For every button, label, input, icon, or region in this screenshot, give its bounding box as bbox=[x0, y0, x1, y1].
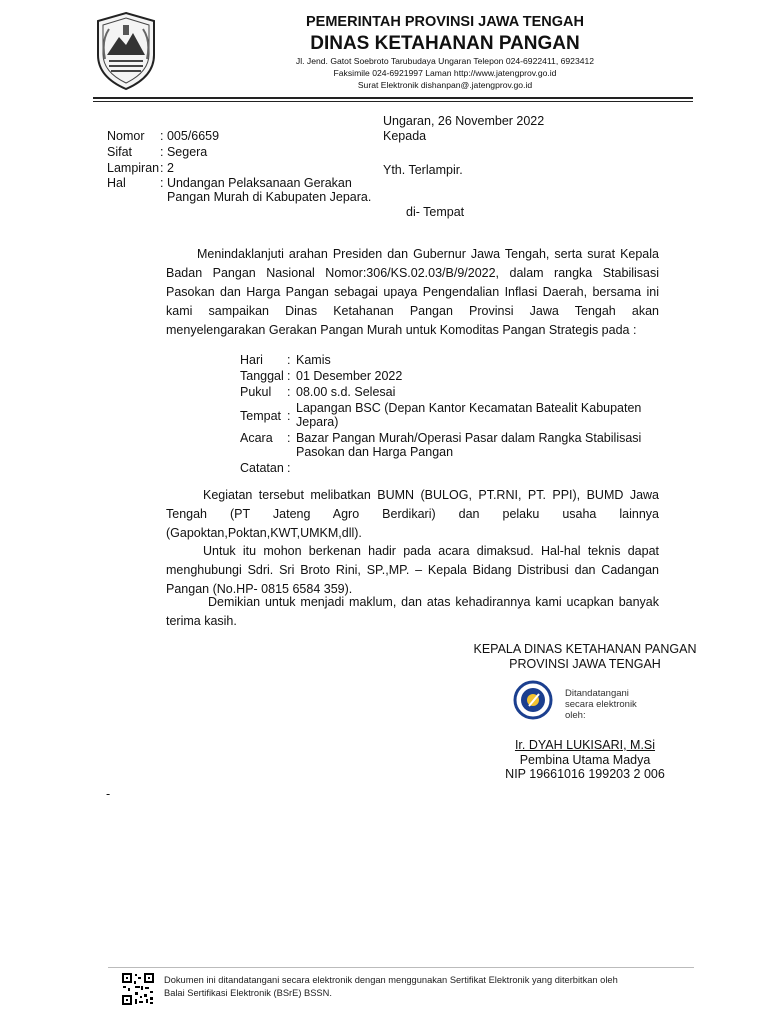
event-label: Hari bbox=[240, 353, 263, 367]
signer-name: Ir. DYAH LUKISARI, M.Si bbox=[514, 738, 656, 752]
meta-label: Sifat bbox=[107, 145, 133, 159]
event-sep: : bbox=[287, 369, 291, 383]
paragraph-closing: Demikian untuk menjadi maklum, dan atas kehadirannya kami ucapkan banyak terima kasih. bbox=[166, 595, 659, 628]
header-email: Surat Elektronik dishanpan@.jatengprov.go.id bbox=[357, 80, 533, 90]
esign-text: Ditandatangani secara elektronik oleh: bbox=[565, 688, 637, 721]
signer-nip: NIP 19661016 199203 2 006 bbox=[505, 767, 665, 781]
meta-row-nomor bbox=[107, 129, 219, 144]
meta-row-lampiran bbox=[107, 161, 174, 176]
meta-label: Nomor bbox=[107, 129, 145, 143]
signer-rank: Pembina Utama Madya bbox=[519, 753, 651, 767]
event-label: Tanggal bbox=[240, 369, 284, 383]
header-fax: Faksimile 024-6921997 Laman http://www.jatengprov.go.id bbox=[333, 68, 557, 78]
qr-code-icon bbox=[121, 972, 155, 1006]
bsre-seal-icon bbox=[513, 680, 553, 725]
event-value bbox=[296, 461, 670, 477]
meta-row-sifat bbox=[107, 145, 207, 160]
footer-text-2: Balai Sertifikasi Elektronik (BSrE) BSSN. bbox=[164, 988, 332, 998]
header-agency-name: DINAS KETAHANAN PANGAN bbox=[310, 33, 580, 54]
meta-hal-line2: Pangan Murah di Kabupaten Jepara. bbox=[167, 190, 372, 204]
footer-divider bbox=[108, 967, 694, 968]
event-row bbox=[240, 385, 670, 401]
letter-date: Ungaran, 26 November 2022 bbox=[383, 114, 545, 128]
meta-row-hal bbox=[107, 176, 352, 191]
event-sep: : bbox=[287, 409, 291, 423]
event-sep: : bbox=[287, 385, 291, 399]
event-label: Catatan bbox=[240, 461, 284, 475]
meta-sep: : bbox=[160, 176, 167, 190]
event-sep: : bbox=[287, 461, 291, 475]
header-address: Jl. Jend. Gatot Soebroto Tarubudaya Ungaran Telepon 024-6922411, 6923412 bbox=[295, 56, 595, 66]
event-row bbox=[240, 369, 670, 385]
stray-dash: - bbox=[106, 787, 111, 801]
electronic-signature-box bbox=[513, 680, 651, 722]
event-sep: : bbox=[287, 353, 291, 367]
event-row bbox=[240, 353, 670, 369]
event-row bbox=[240, 431, 670, 461]
event-label: Tempat bbox=[240, 409, 281, 423]
event-label: Pukul bbox=[240, 385, 272, 399]
header-government-line: PEMERINTAH PROVINSI JAWA TENGAH bbox=[306, 14, 584, 30]
meta-value: Segera bbox=[166, 145, 208, 159]
intro-paragraph: Menindaklanjuti arahan Presiden dan Gubernur Jawa Tengah, serta surat Kepala Badan Pangan Nasional Nomor:306/KS.02.03/B/9/2022, dalam rangka Stabilisasi Pasokan dan Harga Pangan sebagai upaya Pengendalian Inflasi Daerah, bersama ini kami sampaikan Dinas Ketahanan Pangan Provinsi Jawa Tengah akan menyelengarakan Gerakan Pangan Murah untuk Komoditas Pangan Strategis pada : bbox=[166, 247, 659, 337]
signature-title-2: PROVINSI JAWA TENGAH bbox=[509, 657, 661, 671]
province-emblem-icon bbox=[93, 11, 159, 91]
event-label: Acara bbox=[240, 431, 273, 445]
event-row bbox=[240, 401, 670, 431]
recipient-label: Kepada bbox=[383, 129, 427, 143]
footer-text-1: Dokumen ini ditandatangani secara elektronik dengan menggunakan Sertifikat Elektronik yang diterbitkan oleh bbox=[164, 975, 618, 985]
meta-value: 2 bbox=[166, 161, 174, 175]
recipient-yth: Yth. Terlampir. bbox=[383, 163, 463, 177]
recipient-place: di- Tempat bbox=[406, 205, 465, 219]
paragraph-contact: Untuk itu mohon berkenan hadir pada acara dimaksud. Hal-hal teknis dapat menghubungi Sdri. Sri Broto Rini, SP.,MP. – Kepala Bidang Distribusi dan Cadangan Pangan (No.HP- 0815 6584 359). bbox=[166, 544, 659, 596]
event-value: 08.00 s.d. Selesai bbox=[296, 385, 396, 399]
event-value: 01 Desember 2022 bbox=[296, 369, 403, 383]
meta-label: Lampiran bbox=[107, 161, 160, 175]
event-value: Bazar Pangan Murah/Operasi Pasar dalam Rangka Stabilisasi Pasokan dan Harga Pangan bbox=[296, 431, 642, 459]
meta-sep: : bbox=[160, 145, 167, 159]
signature-title-1: KEPALA DINAS KETAHANAN PANGAN bbox=[473, 642, 697, 656]
meta-value: 005/6659 bbox=[166, 129, 220, 143]
event-row bbox=[240, 461, 670, 477]
meta-sep: : bbox=[160, 161, 167, 175]
header-divider bbox=[93, 97, 693, 102]
meta-sep: : bbox=[160, 129, 167, 143]
event-value: Lapangan BSC (Depan Kantor Kecamatan Batealit Kabupaten Jepara) bbox=[296, 401, 642, 429]
meta-label: Hal bbox=[107, 176, 126, 190]
meta-value: Undangan Pelaksanaan Gerakan bbox=[166, 176, 352, 190]
event-value: Kamis bbox=[296, 353, 331, 367]
event-details bbox=[240, 353, 670, 477]
paragraph-participants: Kegiatan tersebut melibatkan BUMN (BULOG, PT.RNI, PT. PPI), BUMD Jawa Tengah (PT Jateng Agro Berdikari) dan pelaku usaha lainnya (Gapoktan,Poktan,KWT,UMKM,dll). bbox=[166, 488, 659, 540]
event-sep: : bbox=[287, 431, 291, 445]
